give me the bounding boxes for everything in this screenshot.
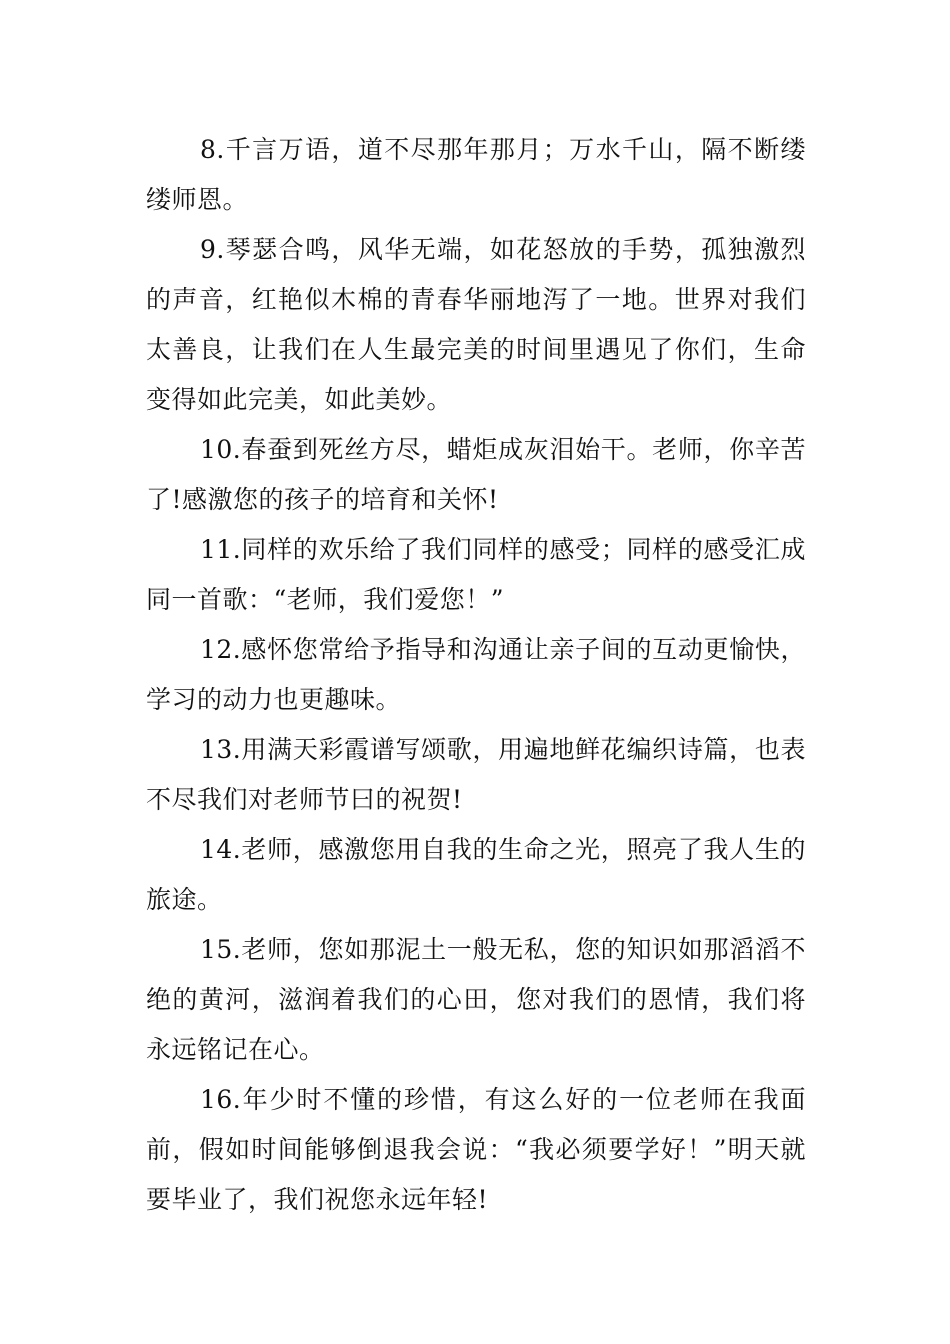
paragraph-12: 12.感怀您常给予指导和沟通让亲子间的互动更愉快，学习的动力也更趣味。 <box>146 635 806 714</box>
paragraph-13: 13.用满天彩霞谱写颂歌，用遍地鲜花编织诗篇，也表不尽我们对老师节曰的祝贺! <box>146 735 806 814</box>
paragraph-14: 14.老师，感激您用自我的生命之光，照亮了我人生的旅途。 <box>146 835 806 914</box>
document-body <box>146 125 806 1225</box>
paragraph-16: 16.年少时不懂的珍惜，有这么好的一位老师在我面前，假如时间能够倒退我会说：“我必须要学好！”明天就要毕业了，我们祝您永远年轻! <box>146 1085 806 1214</box>
paragraph-8: 8.千言万语，道不尽那年那月；万水千山，隔不断缕缕师恩。 <box>146 135 806 214</box>
paragraph-15: 15.老师，您如那泥土一般无私，您的知识如那滔滔不绝的黄河，滋润着我们的心田，您对我们的恩情，我们将永远铭记在心。 <box>146 935 806 1064</box>
paragraph-9: 9.琴瑟合鸣，风华无端，如花怒放的手势，孤独激烈的声音，红艳似木棉的青春华丽地泻了一地。世界对我们太善良，让我们在人生最完美的时间里遇见了你们，生命变得如此完美，如此美妙。 <box>146 235 806 414</box>
paragraph-11: 11.同样的欢乐给了我们同样的感受；同样的感受汇成同一首歌：“老师，我们爱您！” <box>146 535 806 614</box>
paragraph-10: 10.春蚕到死丝方尽，蜡炬成灰泪始干。老师，你辛苦了!感激您的孩子的培育和关怀! <box>146 435 806 514</box>
